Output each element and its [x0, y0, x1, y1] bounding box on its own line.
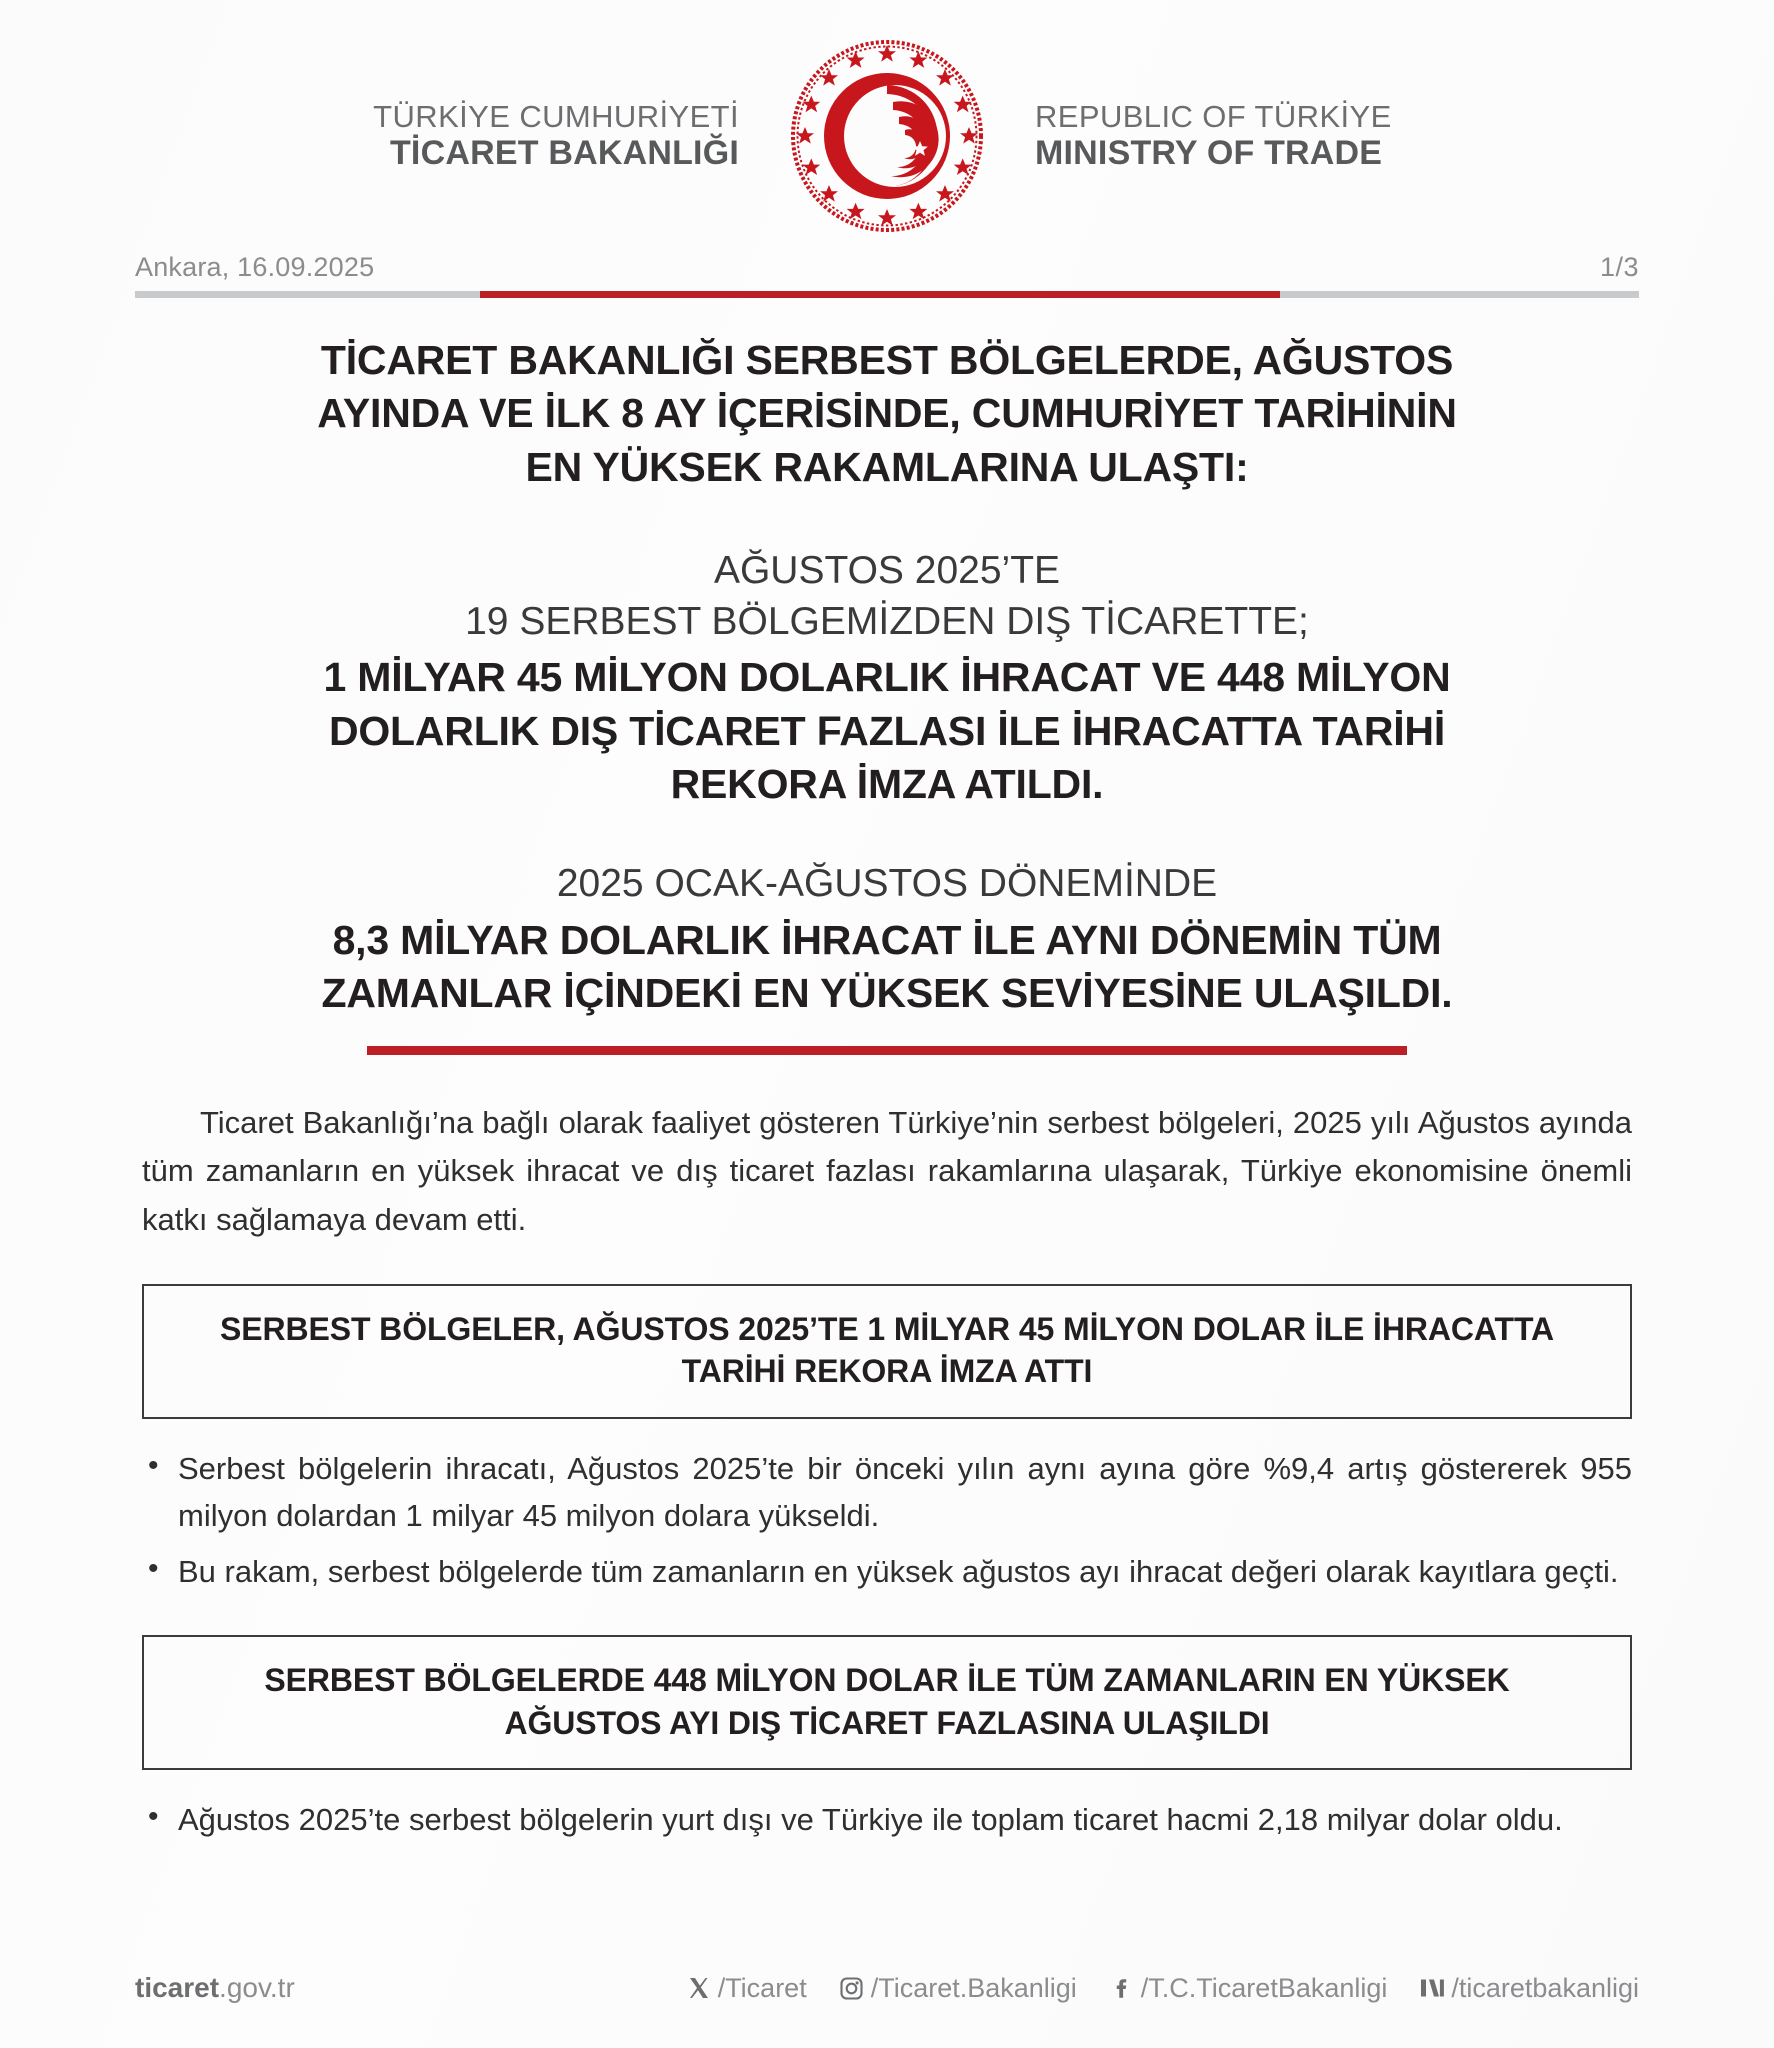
- website-url-bold: ticaret: [135, 1972, 220, 2003]
- dateline: [135, 252, 1639, 283]
- august-highlight-block: [262, 546, 1512, 811]
- social-handle-facebook: /T.C.TicaretBakanligi: [1140, 1972, 1388, 2003]
- social-link-instagram[interactable]: [837, 1973, 1077, 2004]
- header-ministry-en: MINISTRY OF TRADE: [1035, 134, 1383, 173]
- august-line-2: 19 SERBEST BÖLGEMİZDEN DIŞ TİCARETTE;: [465, 599, 1309, 643]
- social-handle-linkedin: /ticaretbakanligi: [1451, 1972, 1639, 2003]
- facebook-icon: [1107, 1973, 1137, 2003]
- list-item: • Serbest bölgelerin ihracatı, Ağustos 2025’te bir önceki yılın aynı ayına göre %9,4 artış göstererek 955 milyon dolardan 1 milyar 45 milyon dolara yükseldi.: [142, 1445, 1632, 1539]
- august-line-1: AĞUSTOS 2025’TE: [713, 548, 1061, 592]
- list-item: • Ağustos 2025’te serbest bölgelerin yurt dışı ve Türkiye ile toplam ticaret hacmi 2,18 milyar dolar oldu.: [142, 1796, 1632, 1843]
- red-divider: [367, 1046, 1407, 1055]
- website-url[interactable]: [135, 1972, 295, 2004]
- linkedin-icon: [1417, 1973, 1447, 2003]
- header-republic-en: REPUBLIC OF TÜRKİYE: [1035, 98, 1392, 134]
- rule-segment-gray-left: [135, 291, 480, 298]
- website-url-rest: .gov.tr: [219, 1972, 295, 2003]
- page-title: TİCARET BAKANLIĞI SERBEST BÖLGELERDE, AĞUSTOS AYINDA VE İLK 8 AY İÇERİSİNDE, CUMHURİYET TARİHİNİN EN YÜKSEK RAKAMLARINA ULAŞTI:: [317, 337, 1457, 490]
- social-handle-x: /Ticaret: [717, 1972, 807, 2003]
- bullet-list-2: [142, 1796, 1632, 1843]
- x-twitter-icon: [684, 1973, 714, 2003]
- header-text-turkish: [269, 100, 787, 173]
- header-text-english: [987, 100, 1505, 173]
- document-footer: [135, 1972, 1639, 2004]
- section-heading-box-2: SERBEST BÖLGELERDE 448 MİLYON DOLAR İLE TÜM ZAMANLARIN EN YÜKSEK AĞUSTOS AYI DIŞ TİCARET FAZLASINA ULAŞILDI: [142, 1635, 1632, 1771]
- header-republic-tr: TÜRKİYE CUMHURİYETİ: [373, 98, 739, 134]
- list-item: • Bu rakam, serbest bölgelerde tüm zamanların en yüksek ağustos ayı ihracat değeri olarak kayıtlara geçti.: [142, 1548, 1632, 1595]
- period-line-2: 8,3 MİLYAR DOLARLIK İHRACAT İLE AYNI DÖNEMİN TÜM ZAMANLAR İÇİNDEKİ EN YÜKSEK SEVİYESİNE ULAŞILDI.: [321, 916, 1453, 1017]
- page-number: 1/3: [1599, 252, 1639, 282]
- bullet-list-1: [142, 1445, 1632, 1594]
- social-links: [684, 1973, 1639, 2004]
- period-highlight-block: [262, 859, 1512, 1020]
- august-line-3: 1 MİLYAR 45 MİLYON DOLARLIK İHRACAT VE 448 MİLYON DOLARLIK DIŞ TİCARET FAZLASI İLE İHRACATTA TARİHİ REKORA İMZA ATILDI.: [323, 654, 1451, 807]
- period-line-1: 2025 OCAK-AĞUSTOS DÖNEMİNDE: [556, 862, 1218, 906]
- social-link-x[interactable]: [684, 1973, 807, 2004]
- intro-paragraph: Ticaret Bakanlığı’na bağlı olarak faaliyet gösteren Türkiye’nin serbest bölgeleri, 2025 yılı Ağustos ayında tüm zamanların en yüksek ihracat ve dış ticaret fazlası rakamlarına ulaşarak, Türkiye ekonomisine önemli katkı sağlamaya devam etti.: [142, 1105, 1632, 1237]
- instagram-icon: [837, 1973, 867, 2003]
- social-handle-instagram: /Ticaret.Bakanligi: [870, 1972, 1077, 2003]
- social-link-facebook[interactable]: [1107, 1973, 1388, 2004]
- header-divider-rule: [135, 291, 1639, 298]
- header-ministry-tr: TİCARET BAKANLIĞI: [389, 134, 739, 173]
- document-header: [135, 0, 1639, 236]
- social-link-linkedin[interactable]: [1417, 1973, 1639, 2004]
- rule-segment-gray-right: [1280, 291, 1639, 298]
- city-date: Ankara, 16.09.2025: [135, 252, 375, 282]
- turkish-ministry-emblem: [787, 36, 987, 236]
- rule-segment-red: [480, 291, 1280, 298]
- section-heading-box-1: SERBEST BÖLGELER, AĞUSTOS 2025’TE 1 MİLYAR 45 MİLYON DOLAR İLE İHRACATTA TARİHİ REKORA İMZA ATTI: [142, 1284, 1632, 1420]
